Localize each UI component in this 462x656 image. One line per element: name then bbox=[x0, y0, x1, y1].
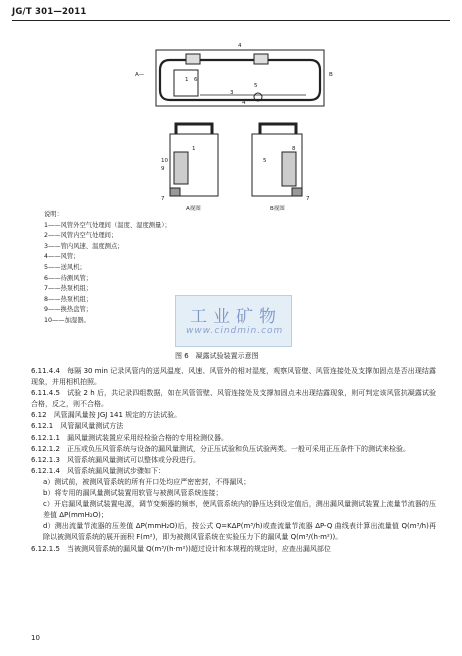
list-item: c）开启漏风量测试装置电源，调节变频器的频率，使风管系统内的静压达到设定值后，测出漏风量测试装置上流量节流器的压差值 ΔP(mmH₂O)； bbox=[43, 500, 436, 520]
a-view-caption: A视图 bbox=[186, 206, 201, 212]
duct-loop bbox=[160, 60, 320, 100]
watermark bbox=[175, 295, 292, 347]
paragraph: 6.11.4.4 每隔 30 min 记录风管内的送风温度、风速、风管外的相对湿度，观察风管壁、风管连接处及支撑加固点是否出现结露现象，并用相机拍照。 bbox=[31, 367, 436, 387]
fig-num-1: 1 bbox=[185, 77, 189, 83]
section-a-label: A— bbox=[135, 72, 145, 78]
unit-8 bbox=[254, 54, 268, 64]
a-fig-num-9: 9 bbox=[161, 166, 165, 172]
paragraph: 6.12.1.5 当被测风管系统的漏风量 Q(m³/(h·m²))超过设计和本规程的规定时，应查出漏风部位 bbox=[31, 544, 331, 553]
note-item: 7——热泵机组； bbox=[44, 285, 93, 293]
body-text bbox=[31, 366, 436, 555]
note-item: 5——送风机； bbox=[44, 263, 86, 271]
note-item: 1——风管外空气处理间（温度、湿度测量）； bbox=[44, 221, 171, 229]
fig-num-5: 5 bbox=[254, 83, 258, 89]
fig-num-4-bottom: 4 bbox=[242, 100, 246, 106]
note-item: 3——管内风速、温度测点； bbox=[44, 242, 124, 250]
b-view-caption: B视图 bbox=[270, 206, 285, 212]
watermark-text: 工业矿物 bbox=[190, 307, 282, 327]
paragraph: 6.12.1.3 风管系统漏风量测试可以整体或分段进行。 bbox=[31, 455, 200, 464]
page-number: 10 bbox=[31, 634, 40, 642]
note-item: 2——风管内空气处理间； bbox=[44, 232, 118, 240]
fig-num-6: 6 bbox=[194, 77, 198, 83]
paragraph: 6.12.1.1 漏风量测试装置应采用经检验合格的专用检测仪器。 bbox=[31, 433, 228, 442]
fig-num-4-top: 4 bbox=[238, 43, 242, 49]
outer-room-outline bbox=[156, 50, 324, 106]
list-item: b）将专用的漏风量测试装置用软管与被测风管系统连接； bbox=[43, 489, 223, 498]
list-item: d）测出流量节流器的压差值 ΔP(mmH₂O)后，按公式 Q=KΔP(m³/h)或查流量节流器 ΔP-Q 曲线表计算出流量值 Q(m³/h)再除以被测风管系统的展开面积 F(m²)，即为被测风管系统在实验压力下的漏风量 Q(m³/(h·m²))。 bbox=[43, 522, 436, 542]
note-item: 6——待测风管； bbox=[44, 274, 93, 282]
figure-caption: 图 6 凝露试验装置示意图 bbox=[175, 352, 259, 360]
condensation-test-diagram bbox=[130, 24, 350, 214]
watermark-url: www.cindmin.com bbox=[186, 326, 284, 336]
a-view-base bbox=[170, 188, 180, 196]
a-view-unit bbox=[174, 152, 188, 184]
unit-2 bbox=[186, 54, 200, 64]
note-item: 4——风管； bbox=[44, 253, 80, 261]
paragraph: 6.12 风管漏风量按 JGJ 141 规定的方法试验。 bbox=[31, 411, 182, 420]
fig-num-3: 3 bbox=[230, 90, 234, 96]
paragraph: 6.12.1.2 正压或负压风管系统与设备的漏风量测试，分正压试验和负压试验两类。一般可采用正压条件下的测试来检验。 bbox=[31, 444, 410, 453]
a-fig-num-10: 10 bbox=[161, 158, 168, 164]
b-view-base bbox=[292, 188, 302, 196]
a-fig-num-7: 7 bbox=[161, 196, 165, 202]
note-item: 8——热泵机组； bbox=[44, 295, 93, 303]
notes-title: 说明： bbox=[44, 211, 63, 218]
section-b-label: B bbox=[329, 72, 333, 78]
header-rule bbox=[12, 20, 450, 21]
paragraph: 6.11.4.5 试验 2 h 后，共记录四组数据，如在风管管壁、风管连接处及支撑加固点未出现结露现象，则可判定该风管抗凝露试验合格，反之，则不合格。 bbox=[31, 389, 436, 409]
b-fig-num-7: 7 bbox=[306, 196, 310, 202]
b-fig-num-8: 8 bbox=[292, 146, 296, 152]
b-fig-num-5: 5 bbox=[263, 158, 267, 164]
paragraph: 6.12.1 风管漏风量测试方法 bbox=[31, 422, 124, 431]
list-item: a）测试前，被测风管系统的所有开口处均应严密密封，不得漏风； bbox=[43, 477, 251, 486]
note-item: 10——加湿器。 bbox=[44, 316, 90, 324]
b-view-unit bbox=[282, 152, 296, 186]
paragraph: 6.12.1.4 风管系统漏风量测试步骤如下： bbox=[31, 466, 165, 475]
a-view-duct bbox=[176, 124, 212, 134]
standard-code: JG/T 301—2011 bbox=[12, 7, 87, 17]
note-item: 9——换热盘管； bbox=[44, 306, 93, 314]
b-view-duct bbox=[260, 124, 296, 134]
a-fig-num-1: 1 bbox=[192, 146, 196, 152]
inner-air-room bbox=[174, 70, 198, 96]
